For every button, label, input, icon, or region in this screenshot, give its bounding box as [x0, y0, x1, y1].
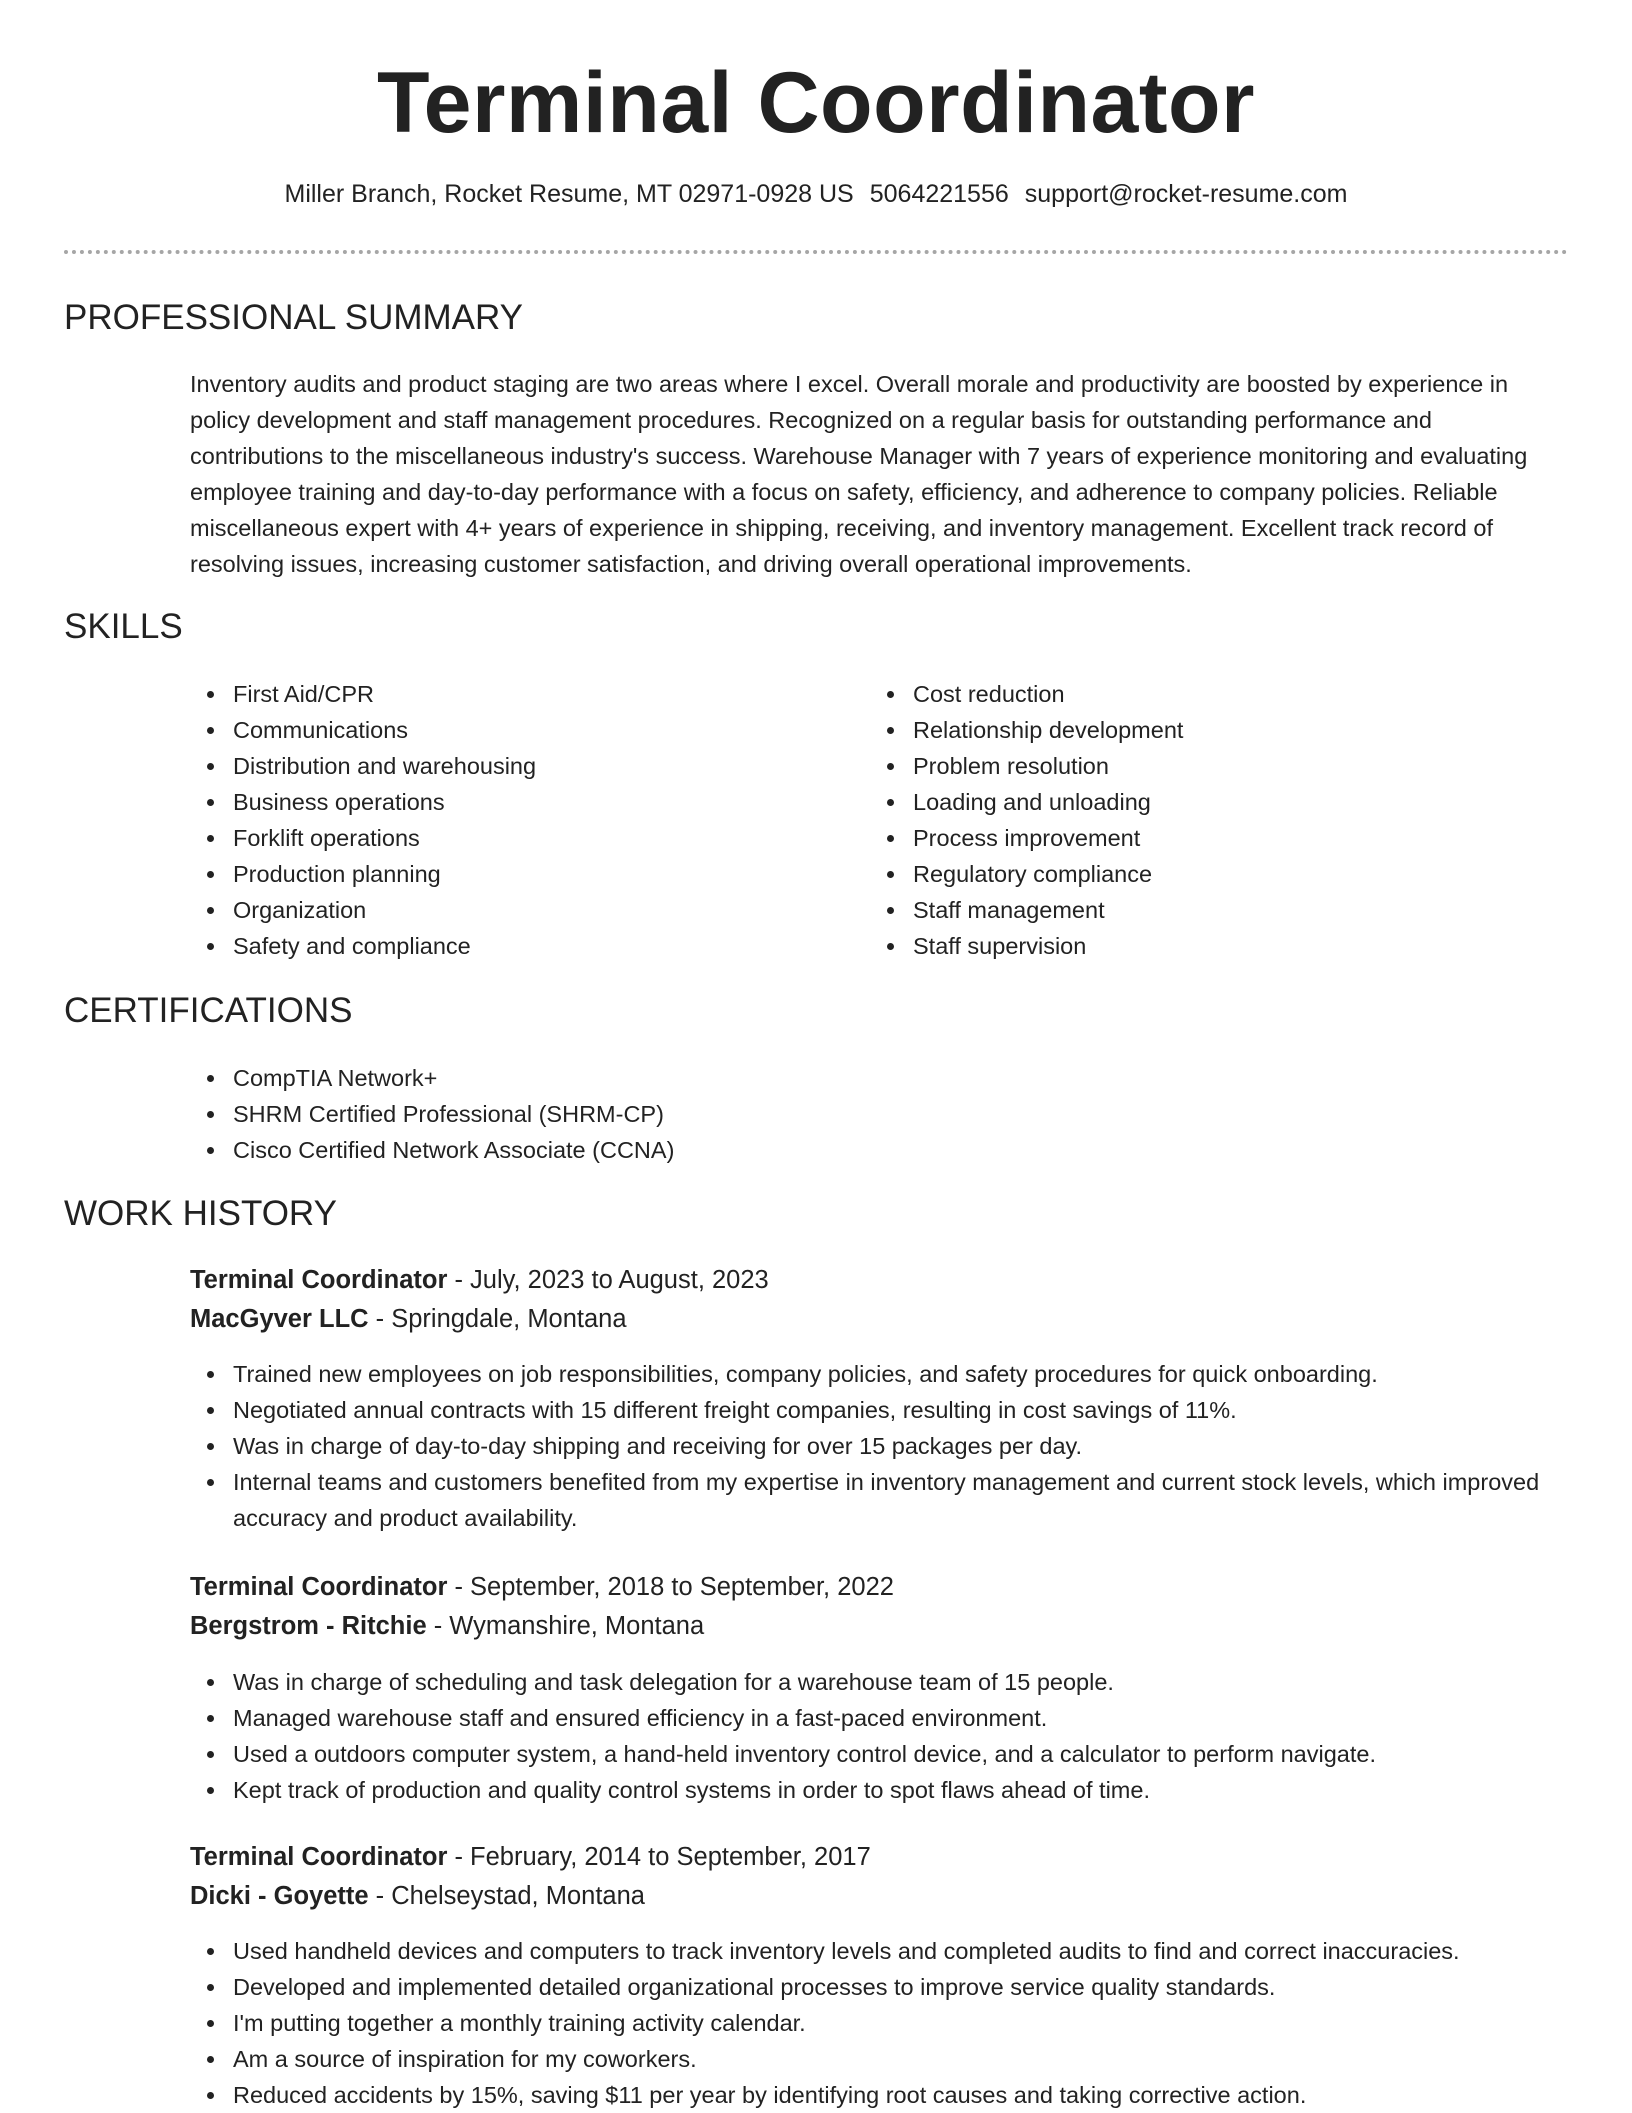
header-divider [64, 250, 1568, 254]
job-bullet: Trained new employees on job responsibilities, company policies, and safety procedures for quick onboarding. [190, 1356, 1570, 1392]
job-title: Terminal Coordinator [190, 1843, 448, 1871]
contact-address: Miller Branch, Rocket Resume, MT 02971-0928 US [284, 180, 854, 208]
candidate-name: Terminal Coordinator [376, 55, 1256, 151]
job-company-line [190, 1880, 1570, 1913]
job-bullets [190, 1933, 1570, 2113]
contact-line [0, 178, 1632, 211]
job-company: Dicki - Goyette [190, 1882, 369, 1910]
job-bullet: Internal teams and customers benefited from my expertise in inventory management and current stock levels, which improved accuracy and product availability. [190, 1464, 1570, 1536]
job-bullet: Am a source of inspiration for my coworkers. [190, 2041, 1570, 2077]
contact-email: support@rocket-resume.com [1024, 180, 1348, 208]
skill-item: Communications [190, 712, 850, 748]
job-title-line [190, 1264, 1570, 1297]
skill-item: Regulatory compliance [870, 856, 1530, 892]
skill-item: Process improvement [870, 820, 1530, 856]
certification-item: Cisco Certified Network Associate (CCNA) [190, 1132, 1190, 1168]
job-company: MacGyver LLC [190, 1305, 369, 1333]
job-bullet: Kept track of production and quality control systems in order to spot flaws ahead of time. [190, 1772, 1570, 1808]
job-location: - Springdale, Montana [368, 1305, 627, 1333]
work-history-heading: WORK HISTORY [64, 1194, 337, 1233]
skill-item: Production planning [190, 856, 850, 892]
job-title-line [190, 1571, 1570, 1604]
skill-item: Problem resolution [870, 748, 1530, 784]
job-title-line [190, 1841, 1570, 1874]
certifications-list [190, 1060, 1190, 1168]
job-bullet: Used a outdoors computer system, a hand-held inventory control device, and a calculator to perform navigate. [190, 1736, 1570, 1772]
job-title: Terminal Coordinator [190, 1266, 448, 1294]
job-company-line [190, 1303, 1570, 1336]
job-dates: - February, 2014 to September, 2017 [447, 1843, 871, 1871]
job-company: Bergstrom - Ritchie [190, 1612, 427, 1640]
skill-item: Staff management [870, 892, 1530, 928]
skill-item: Organization [190, 892, 850, 928]
job-bullet: Used handheld devices and computers to track inventory levels and completed audits to find and correct inaccuracies. [190, 1933, 1570, 1969]
job-bullet: Was in charge of day-to-day shipping and receiving for over 15 packages per day. [190, 1428, 1570, 1464]
skill-item: Business operations [190, 784, 850, 820]
certification-item: CompTIA Network+ [190, 1060, 1190, 1096]
job-dates: - July, 2023 to August, 2023 [447, 1266, 769, 1294]
skills-heading: SKILLS [64, 607, 183, 646]
skills-list-left [190, 676, 850, 964]
job-location: - Chelseystad, Montana [368, 1882, 645, 1910]
skill-item: Distribution and warehousing [190, 748, 850, 784]
skill-item: Cost reduction [870, 676, 1530, 712]
job-bullet: I'm putting together a monthly training activity calendar. [190, 2005, 1570, 2041]
job-title: Terminal Coordinator [190, 1573, 448, 1601]
skill-item: Relationship development [870, 712, 1530, 748]
skill-item: Staff supervision [870, 928, 1530, 964]
contact-phone: 5064221556 [869, 180, 1009, 208]
job-bullets [190, 1356, 1570, 1536]
job-company-line [190, 1610, 1570, 1643]
job-bullet: Reduced accidents by 15%, saving $11 per year by identifying root causes and taking corrective action. [190, 2077, 1570, 2113]
job-bullet: Managed warehouse staff and ensured efficiency in a fast-paced environment. [190, 1700, 1570, 1736]
job-dates: - September, 2018 to September, 2022 [447, 1573, 894, 1601]
certification-item: SHRM Certified Professional (SHRM-CP) [190, 1096, 1190, 1132]
summary-heading: PROFESSIONAL SUMMARY [64, 298, 523, 337]
skill-item: Safety and compliance [190, 928, 850, 964]
certifications-heading: CERTIFICATIONS [64, 991, 353, 1030]
job-bullet: Developed and implemented detailed organizational processes to improve service quality standards. [190, 1969, 1570, 2005]
skills-list-right [870, 676, 1530, 964]
skill-item: Forklift operations [190, 820, 850, 856]
job-bullets [190, 1664, 1570, 1808]
job-bullet: Negotiated annual contracts with 15 different freight companies, resulting in cost savings of 11%. [190, 1392, 1570, 1428]
job-location: - Wymanshire, Montana [426, 1612, 705, 1640]
job-bullet: Was in charge of scheduling and task delegation for a warehouse team of 15 people. [190, 1664, 1570, 1700]
skill-item: Loading and unloading [870, 784, 1530, 820]
summary-text: Inventory audits and product staging are two areas where I excel. Overall morale and productivity are boosted by experience in policy development and staff management procedures. Recognized on a regular basis for outstanding performance and contributions to the miscellaneous industry's success. Warehouse Manager with 7 years of experience monitoring and evaluating employee training and day-to-day performance with a focus on safety, efficiency, and adherence to company policies. Reliable miscellaneous expert with 4+ years of experience in shipping, receiving, and inventory management. Excellent track record of resolving issues, increasing customer satisfaction, and driving overall operational improvements. [190, 371, 1528, 577]
skill-item: First Aid/CPR [190, 676, 850, 712]
